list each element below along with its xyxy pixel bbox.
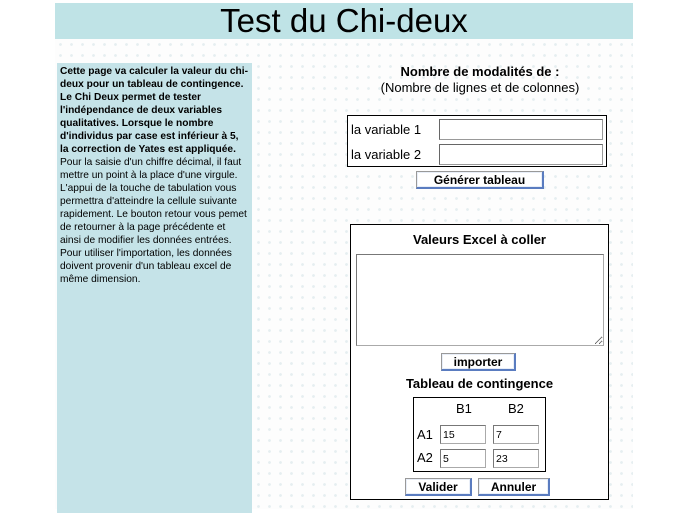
excel-paste-title: Valeurs Excel à coller: [413, 232, 546, 247]
info-panel: [57, 63, 252, 513]
row-header: A2: [417, 450, 433, 465]
validate-button[interactable]: Valider: [405, 478, 472, 496]
variable-1-row: [348, 117, 606, 141]
column-header: B1: [456, 401, 472, 416]
cell-input-a1-b1[interactable]: [440, 425, 486, 444]
variable-2-row: [348, 142, 606, 166]
cell-input-a1-b2[interactable]: [493, 425, 539, 444]
column-header: B2: [508, 401, 524, 416]
variable-1-label: la variable 1: [351, 121, 422, 137]
modalities-subtitle: (Nombre de lignes et de colonnes): [380, 80, 580, 95]
excel-paste-textarea[interactable]: [356, 254, 604, 346]
variable-2-input[interactable]: [439, 144, 603, 165]
generate-table-button[interactable]: Générer tableau: [416, 171, 544, 189]
left-margin: [0, 0, 55, 517]
info-bold-text: Cette page va calculer la valeur du chi-deux pour un tableau de contingence. Le Chi Deux permet de tester l'indépendance de deux variables qualitatives. Lorsque le nombre d'individus par case est inférieur à 5, la correction de Yates est appliquée.: [60, 66, 248, 155]
row-header: A1: [417, 427, 433, 442]
info-normal-text: Pour la saisie d'un chiffre décimal, il faut mettre un point à la place d'une virgule. L'appui de la touche de tabulation vous permettra d'atteindre la cellule suivante rapidement. Le bouton retour vous pemet de retourner à la page précédente et ainsi de modifier les données entrées. Pour utiliser l'importation, les données doivent provenir d'un tableau excel de même dimension.: [60, 157, 247, 285]
cell-input-a2-b1[interactable]: [440, 449, 486, 468]
variable-2-label: la variable 2: [351, 146, 422, 162]
contingency-title: Tableau de contingence: [405, 376, 554, 391]
cell-input-a2-b2[interactable]: [493, 449, 539, 468]
cancel-button[interactable]: Annuler: [478, 478, 550, 496]
modalities-title: Nombre de modalités de :: [400, 64, 560, 79]
import-button[interactable]: importer: [441, 353, 516, 371]
contingency-table: [413, 397, 546, 472]
variable-1-input[interactable]: [439, 119, 603, 140]
page-header: [55, 3, 633, 39]
variables-table: [347, 115, 607, 167]
page-title: Test du Chi-deux: [220, 2, 468, 39]
